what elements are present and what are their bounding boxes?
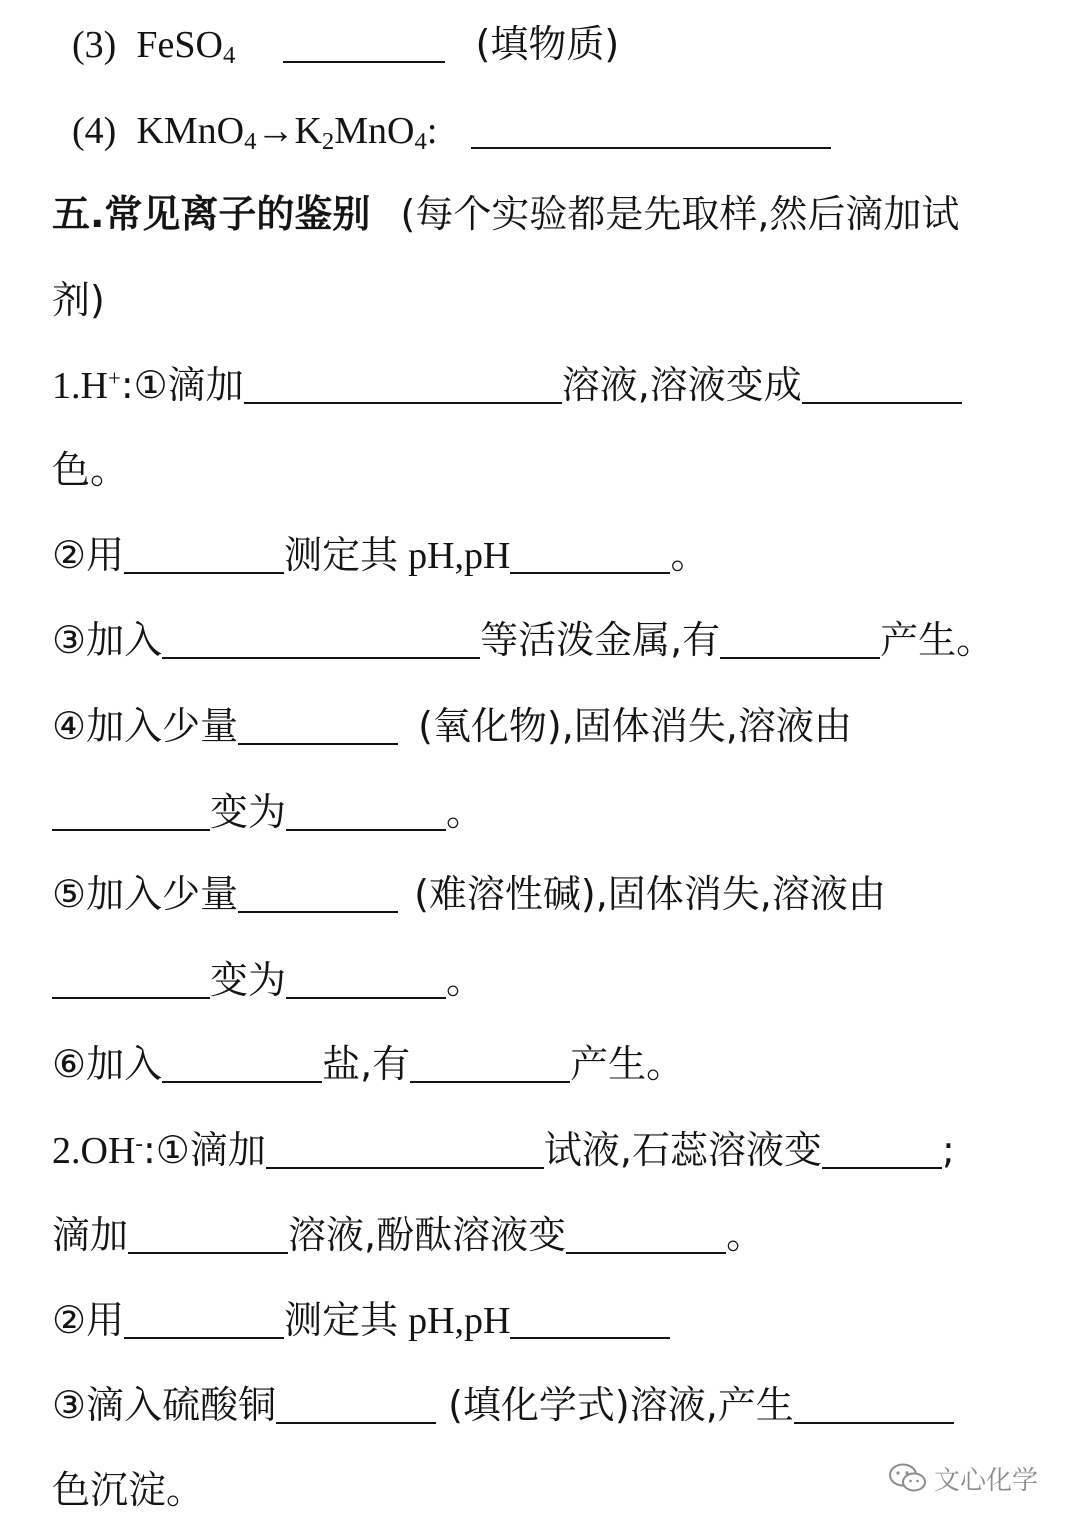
oh-q1-blank-1[interactable]: [266, 1131, 544, 1169]
h-q3-text-c: 产生。: [880, 618, 995, 662]
h-q6-line: [52, 1034, 1040, 1094]
h-q3-text-a: ③加入: [52, 618, 163, 662]
h-q5-blank-2[interactable]: [52, 961, 210, 999]
section-note: (每个实验都是先取样,然后滴加试: [400, 192, 960, 236]
oh-q1-end: 。: [726, 1213, 765, 1257]
wechat-icon: [888, 1462, 928, 1494]
h-q4-text-c: 变为: [210, 790, 287, 834]
item-4-number: (4): [72, 110, 117, 152]
item-4-line: [72, 100, 1040, 160]
oh-q3-text-c: 色沉淀。: [52, 1468, 205, 1512]
oh-q3-blank-2[interactable]: [794, 1386, 954, 1424]
h-q1-text-a: :①滴加: [120, 363, 244, 407]
h-q5-end: 。: [446, 958, 485, 1002]
oh-q1-blank-2[interactable]: [822, 1131, 942, 1169]
section-heading-line: [52, 184, 1040, 244]
watermark: [888, 1458, 1058, 1498]
section-title: 五.常见离子的鉴别: [52, 192, 371, 236]
oh-q1-line: [52, 1120, 1040, 1180]
item-3-blank[interactable]: [283, 25, 445, 63]
h-q6-text-c: 产生。: [570, 1042, 685, 1086]
h-q4-blank-1[interactable]: [238, 707, 398, 745]
h-q6-blank-2[interactable]: [410, 1045, 570, 1083]
h-q5-cont-line: [52, 950, 1040, 1010]
h-q1-cont-line: [52, 440, 1040, 500]
h-q5-line: [52, 864, 1040, 924]
h-q4-text-b: (氧化物),固体消失,溶液由: [418, 704, 852, 748]
h-q3-blank-2[interactable]: [720, 621, 880, 659]
oh-q1-semi: ;: [941, 1128, 955, 1172]
item-3-formula: FeSO$_4$: [136, 24, 236, 70]
item-4-equation: $KMnO_4\to K_2MnO_4$:: [136, 110, 438, 156]
section-note-cont: 剂): [52, 278, 105, 322]
oh-q1-text-a: :①滴加: [142, 1128, 266, 1172]
oh-q2-blank-2[interactable]: [510, 1301, 670, 1339]
oh-q3-line: [52, 1375, 1040, 1435]
oh-q1-text-c: 滴加: [52, 1213, 129, 1257]
h-q2-end: 。: [670, 533, 709, 577]
item-3-line: [72, 14, 1040, 74]
h-q6-blank-1[interactable]: [162, 1045, 322, 1083]
h-q4-line: [52, 696, 1040, 756]
oh-q3-text-b: (填化学式)溶液,产生: [448, 1383, 794, 1427]
h-q4-end: 。: [446, 790, 485, 834]
item-3-number: (3): [72, 24, 117, 66]
h-q5-blank-1[interactable]: [238, 875, 398, 913]
oh-q2-text-b: 测定其: [284, 1298, 399, 1342]
h-q1-blank-1[interactable]: [244, 366, 562, 404]
oh-q2-ph: pH,pH: [408, 1300, 511, 1342]
oh-ion-label: 2.OH-: [52, 1130, 143, 1172]
h-q1-blank-2[interactable]: [802, 366, 962, 404]
h-q4-cont-line: [52, 782, 1040, 842]
h-q1-text-c: 色。: [52, 448, 129, 492]
h-q2-blank-1[interactable]: [124, 536, 284, 574]
h-q4-blank-3[interactable]: [286, 793, 446, 831]
h-q4-text-a: ④加入少量: [52, 704, 239, 748]
h-q3-text-b: 等活泼金属,有: [480, 618, 721, 662]
oh-q1-blank-3[interactable]: [128, 1216, 288, 1254]
h-q2-ph: pH,pH: [408, 535, 511, 577]
oh-q3-text-a: ③滴入硫酸铜: [52, 1383, 277, 1427]
h-q5-text-c: 变为: [210, 958, 287, 1002]
h-q2-text-a: ②用: [52, 533, 125, 577]
oh-q2-text-a: ②用: [52, 1298, 125, 1342]
oh-q2-blank-1[interactable]: [124, 1301, 284, 1339]
h-q2-text-b: 测定其: [284, 533, 399, 577]
h-ion-label: 1.H+: [52, 365, 121, 407]
section-note-cont-line: [52, 270, 1040, 330]
h-q4-blank-2[interactable]: [52, 793, 210, 831]
watermark-text: 文心化学: [934, 1465, 1039, 1496]
oh-q1-cont-line: [52, 1205, 1040, 1265]
h-q1-line: [52, 355, 1040, 415]
h-q6-text-b: 盐,有: [322, 1042, 411, 1086]
h-q2-blank-2[interactable]: [510, 536, 670, 574]
h-q1-text-b: 溶液,溶液变成: [561, 363, 802, 407]
h-q5-blank-3[interactable]: [286, 961, 446, 999]
item-4-blank[interactable]: [471, 111, 831, 149]
h-q5-text-a: ⑤加入少量: [52, 872, 239, 916]
oh-q2-line: [52, 1290, 1040, 1350]
h-q3-blank-1[interactable]: [162, 621, 480, 659]
oh-q3-blank-1[interactable]: [276, 1386, 436, 1424]
h-q2-line: [52, 525, 1040, 585]
h-q3-line: [52, 610, 1040, 670]
item-3-hint: (填物质): [475, 22, 620, 66]
h-q5-text-b: (难溶性碱),固体消失,溶液由: [414, 872, 886, 916]
h-q6-text-a: ⑥加入: [52, 1042, 163, 1086]
oh-q1-text-d: 溶液,酚酞溶液变: [288, 1213, 567, 1257]
oh-q1-text-b: 试液,石蕊溶液变: [543, 1128, 822, 1172]
oh-q1-blank-4[interactable]: [566, 1216, 726, 1254]
